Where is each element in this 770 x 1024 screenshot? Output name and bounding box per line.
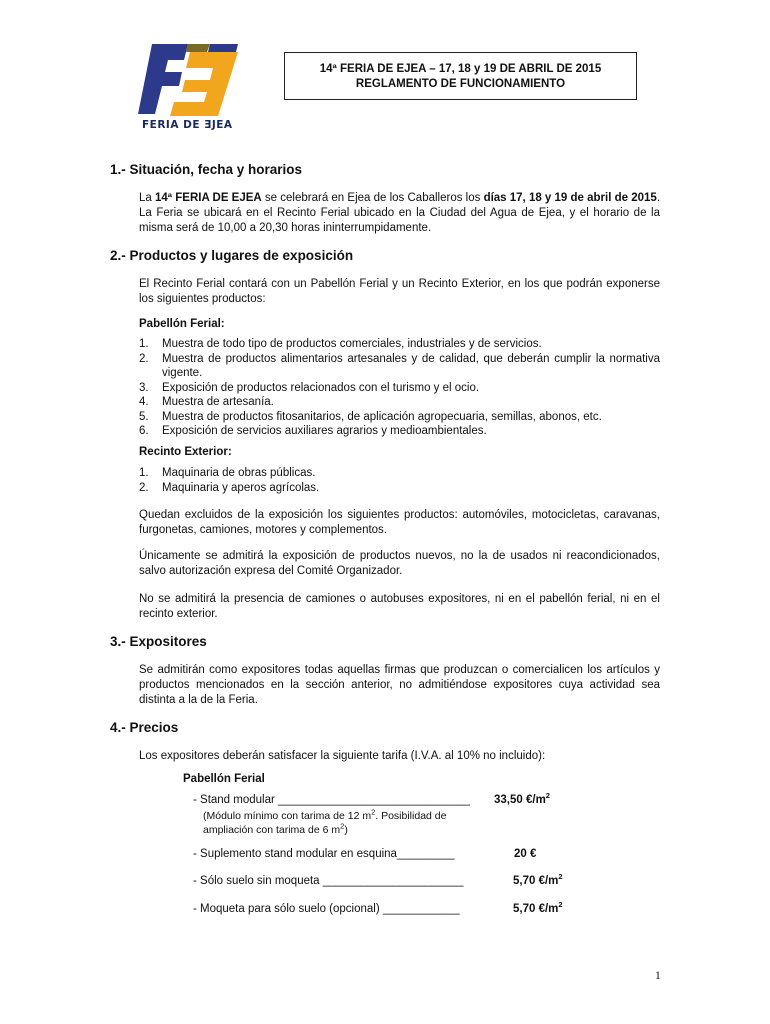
list-text: Muestra de artesanía. [162, 396, 274, 408]
section-1-paragraph [139, 191, 660, 236]
exterior-label: Recinto Exterior: [139, 446, 232, 458]
list-item [139, 337, 660, 352]
section-3-paragraph: Se admitirán como expositores todas aquellas firmas que produzcan o comercialicen los artículos y productos mencionados en la sección anterior, no admitiéndose expositores cuya actividad sea distinta a la de la Feria. [139, 664, 660, 706]
price-row-corner-value: 20 € [514, 848, 537, 860]
excluded-paragraph: Quedan excluidos de la exposición los siguientes productos: automóviles, motocicletas, caravanas, furgonetas, camiones, motores y complementos. [139, 509, 660, 536]
stand-note-line2 [203, 823, 348, 837]
list-text: Maquinaria de obras públicas. [162, 467, 316, 479]
section-3-heading: 3.- Expositores [110, 634, 207, 649]
list-number: 2. [139, 481, 149, 494]
price-row-carpet-value [513, 900, 563, 915]
exterior-list [139, 466, 660, 495]
list-number: 6. [139, 425, 149, 437]
price-row-corner-label: - Suplemento stand modular en esquina_________ [193, 848, 455, 860]
list-text: Muestra de productos fitosanitarios, de aplicación agropecuaria, semillas, abonos, etc. [162, 410, 602, 423]
price-value: 5,70 €/m [513, 903, 559, 915]
section-2-intro: El Recinto Ferial contará con un Pabellón Ferial y un Recinto Exterior, en los que podrán exponerse los siguientes productos: [139, 278, 660, 305]
list-text: Muestra de productos alimentarios artesanales y de calidad, que deberán cumplir la normativa vigente. [162, 352, 660, 379]
page-number: 1 [655, 970, 661, 982]
feria-logo [138, 34, 243, 134]
list-item [139, 381, 660, 396]
pabellon-list [139, 337, 660, 439]
section-4-intro: Los expositores deberán satisfacer la siguiente tarifa (I.V.A. al 10% no incluido): [139, 750, 546, 762]
list-item [139, 466, 660, 481]
price-value: 33,50 €/m [494, 794, 546, 806]
logo-caption: FERIA DE ƎJEA [142, 119, 233, 131]
price-row-stand-label: - Stand modular ______________________________ [193, 794, 470, 806]
note-text: (Módulo mínimo con tarima de 12 m [203, 810, 372, 822]
bold-run: 14ª FERIA DE EJEA [155, 192, 262, 204]
bold-run: días 17, 18 y 19 de abril de 2015 [483, 192, 657, 204]
trucks-paragraph: No se admitirá la presencia de camiones o autobuses expositores, ni en el pabellón ferial, ni en el recinto exterior. [139, 593, 660, 620]
list-number: 5. [139, 410, 149, 423]
prices-pabellon-label: Pabellón Ferial [183, 773, 265, 785]
list-text: Muestra de todo tipo de productos comerciales, industriales y de servicios. [162, 338, 542, 350]
list-number: 3. [139, 381, 149, 394]
superscript: 2 [558, 872, 563, 882]
pabellon-label: Pabellón Ferial: [139, 318, 225, 330]
price-row-carpet-label: - Moqueta para sólo suelo (opcional) ____________ [193, 903, 460, 915]
note-text: ampliación con tarima de 6 m [203, 824, 341, 836]
superscript: 2 [545, 791, 550, 801]
section-2-heading: 2.- Productos y lugares de exposición [110, 248, 354, 263]
logo-mark-icon [138, 34, 243, 119]
list-number: 1. [139, 467, 149, 479]
list-item [139, 395, 660, 410]
price-row-stand-value [494, 791, 550, 806]
superscript: 2 [558, 900, 563, 910]
list-number: 2. [139, 352, 149, 365]
list-text: Exposición de servicios auxiliares agrarios y medioambientales. [162, 425, 487, 437]
header-subtitle: REGLAMENTO DE FUNCIONAMIENTO [355, 78, 566, 90]
price-value: 5,70 €/m [513, 875, 559, 887]
note-text: ) [344, 824, 348, 836]
header-title: 14ª FERIA DE EJEA – 17, 18 y 19 DE ABRIL DE 2015 [319, 63, 602, 75]
new-products-paragraph: Únicamente se admitirá la exposición de productos nuevos, no la de usados ni reacondicionados, salvo autorización expresa del Comité Organizador. [139, 550, 660, 577]
list-item [139, 410, 660, 425]
list-number: 1. [139, 338, 149, 350]
list-text: Exposición de productos relacionados con el turismo y el ocio. [162, 381, 480, 394]
note-text: . Posibilidad de [375, 810, 447, 822]
list-number: 4. [139, 396, 149, 408]
price-row-floor-value [513, 872, 563, 887]
section-4-heading: 4.- Precios [110, 720, 179, 735]
text-run: La [139, 192, 155, 204]
list-item [139, 424, 660, 439]
price-row-floor-label: - Sólo suelo sin moqueta ______________________ [193, 875, 464, 887]
superscript: 2 [340, 821, 345, 831]
superscript: 2 [371, 807, 376, 817]
list-item [139, 352, 660, 381]
stand-note-line1 [203, 809, 446, 823]
text-run: . La Feria se ubicará en el Recinto Ferial ubicado en la Ciudad del Agua de Ejea, y el horario de la misma será de 10,00 a 20,30 horas ininterrumpidamente. [139, 192, 661, 234]
document-header [284, 52, 637, 100]
list-text: Maquinaria y aperos agrícolas. [162, 481, 320, 494]
list-item [139, 481, 660, 496]
text-run: se celebrará en Ejea de los Caballeros los [261, 192, 484, 204]
section-1-heading: 1.- Situación, fecha y horarios [110, 162, 303, 177]
